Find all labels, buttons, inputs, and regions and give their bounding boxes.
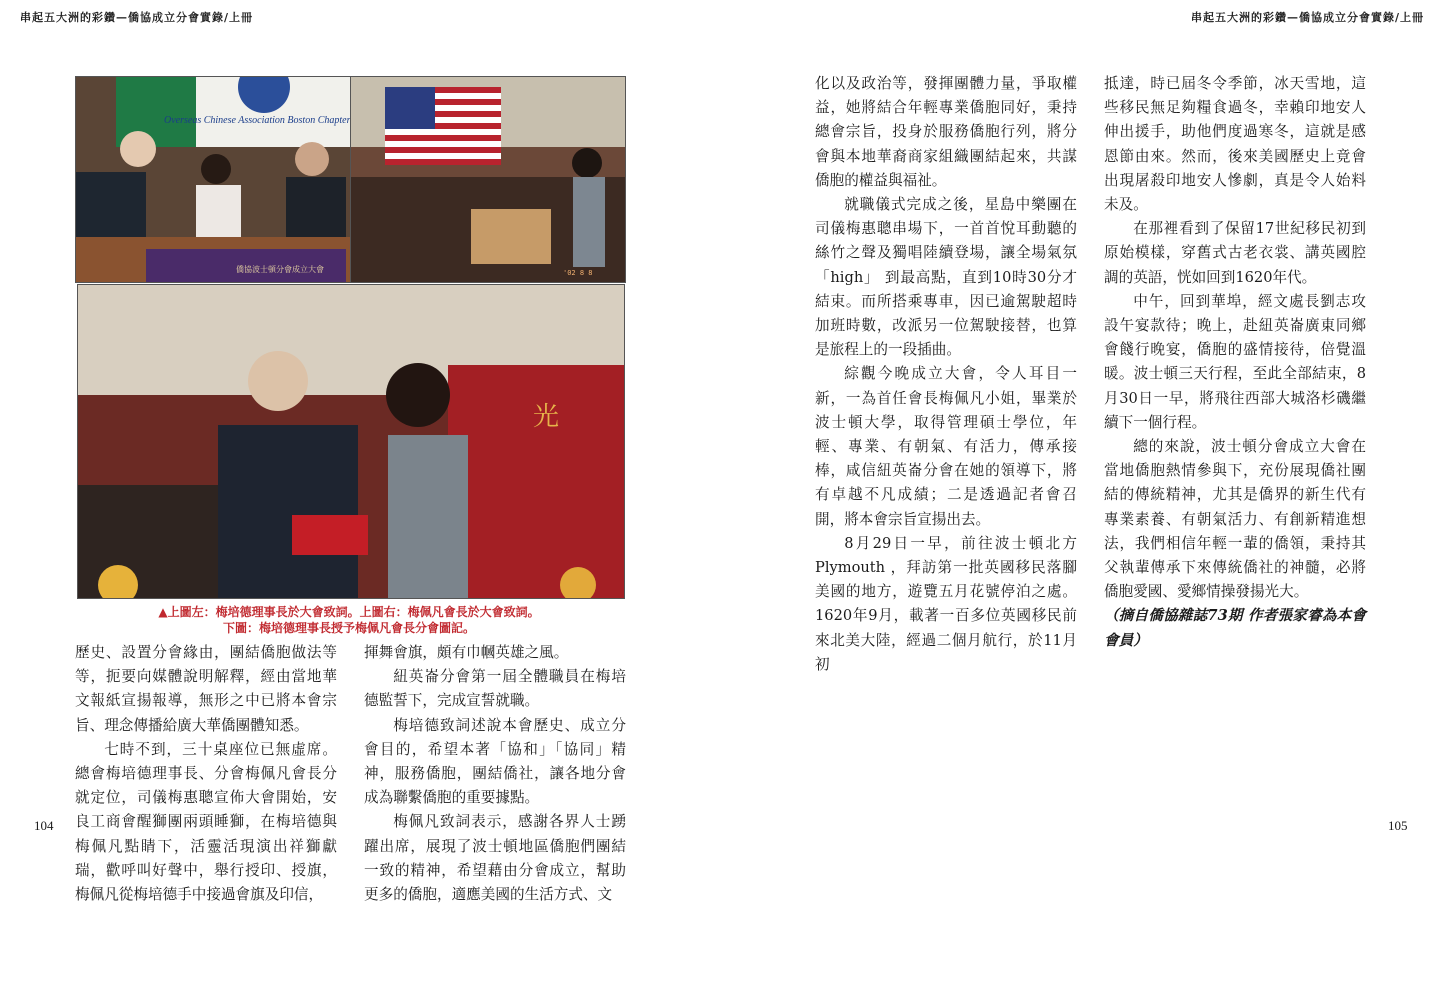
page-number-left: 104	[34, 818, 54, 833]
paragraph: 8月29日一早，前往波士頓北方Plymouth ，拜訪第一批英國移民落腳美國的地方，遊覽五月花號停泊之處。1620年9月，載著一百多位英國移民前來北美大陸，經過二個月航行，於11月初	[815, 534, 1077, 673]
running-head-right: 串起五大洲的彩鑽—僑協成立分會實錄/上冊	[1190, 11, 1424, 24]
paragraph: 揮舞會旗，頗有巾幗英雄之風。	[364, 644, 569, 661]
text-column-4	[1104, 72, 1366, 653]
photo-date-stamp: '02 8 8	[563, 269, 593, 277]
podium-text: 僑協波士頓分會成立大會	[236, 265, 324, 274]
us-flag-icon	[385, 87, 501, 165]
paragraph: 化以及政治等，發揮團體力量，爭取權益，她將結合年輕專業僑胞同好，秉持總會宗旨，投身於服務僑胞行列，將分會與本地華裔商家組織團結起來，共謀僑胞的權益與福祉。	[815, 75, 1077, 189]
paragraph: 梅佩凡致詞表示，感謝各界人士踴躍出席，展現了波士頓地區僑胞們團結一致的精神，希望藉由分會成立，幫助更多的僑胞，適應美國的生活方式、文	[364, 813, 626, 904]
photo-caption	[75, 604, 623, 636]
paragraph: 抵達，時已屆冬令季節，冰天雪地，這些移民無足夠糧食過冬，幸賴印地安人伸出援手，助他們度過寒冬，這就是感恩節由來。然而，後來美國歷史上竟會出現屠殺印地安人慘劇，真是令人始料未及。	[1104, 75, 1366, 214]
caption-line-1: ▲上圖左：梅培德理事長於大會致詞。上圖右：梅佩凡會長於大會致詞。	[158, 605, 540, 619]
page-number-right: 105	[1388, 818, 1408, 833]
source-note: （摘自僑協雜誌73期 作者張家睿為本會會員）	[1104, 607, 1366, 649]
text-column-1	[75, 641, 337, 907]
paragraph: 中午，回到華埠，經文處長劉志攻設午宴款待；晚上，赴紐英崙廣東同鄉會餞行晚宴，僑胞的盛情接待，倍覺溫暖。波士頓三天行程，至此全部結束，8月30日一早，將飛往西部大城洛杉磯繼續下一個行程。	[1104, 292, 1366, 431]
photo-top-left	[75, 76, 351, 283]
text-column-3	[815, 72, 1077, 677]
banner-character: 光	[533, 402, 560, 432]
photo-bottom-image	[78, 285, 624, 598]
photo-top-right-image	[351, 77, 625, 282]
photo-top-left-image	[76, 77, 350, 282]
paragraph: 在那裡看到了保留17世紀移民初到原始模樣，穿舊式古老衣裳、講英國腔調的英語，恍如回到1620年代。	[1104, 220, 1366, 286]
paragraph: 歷史、設置分會緣由，團結僑胞做法等等，扼要向媒體說明解釋，經由當地華文報紙宣揚報導，無形之中已將本會宗旨、理念傳播給廣大華僑團體知悉。	[75, 644, 337, 734]
photo-top-right	[350, 76, 626, 283]
banner-text: Overseas Chinese Association Boston Chapter	[164, 115, 350, 126]
paragraph: 綜觀今晚成立大會，令人耳目一新，一為首任會長梅佩凡小姐，畢業於波士頓大學，取得管理碩士學位，年輕、專業、有朝氣、有活力，傳承接棒，咸信紐英崙分會在她的領導下，將有卓越不凡成績；二是透過記者會召開，將本會宗旨宣揚出去。	[815, 365, 1077, 528]
running-head-left: 串起五大洲的彩鑽—僑協成立分會實錄/上冊	[20, 11, 254, 24]
photo-bottom	[77, 284, 625, 599]
paragraph: 總的來說，波士頓分會成立大會在當地僑胞熱情參與下，充份展現僑社團結的傳統精神，尤其是僑界的新生代有專業素養、有朝氣活力、有創新精進想法，我們相信年輕一輩的僑領，秉持其父執輩傳承下來傳統僑社的神髓，必將僑胞愛國、愛鄉情操發揚光大。	[1104, 438, 1366, 601]
paragraph: 梅培德致詞述說本會歷史、成立分會目的，希望本著「協和」「協同」精神，服務僑胞，團結僑社，讓各地分會成為聯繫僑胞的重要據點。	[364, 716, 626, 807]
paragraph: 紐英崙分會第一屆全體職員在梅培德監誓下，完成宣誓就職。	[364, 668, 626, 710]
text-column-2	[364, 641, 626, 907]
paragraph: 七時不到，三十桌座位已無虛席。總會梅培德理事長、分會梅佩凡會長分就定位，司儀梅惠聰宣佈大會開始，安良工商會醒獅團兩頭睡獅，在梅培德與梅佩凡點睛下，活靈活現演出祥獅獻瑞，歡呼叫好聲中，舉行授印、授旗，梅佩凡從梅培德手中接過會旗及印信，	[75, 740, 337, 904]
paragraph: 就職儀式完成之後，星島中樂團在司儀梅惠聰串場下，一首首悅耳動聽的絲竹之聲及獨唱陸續登場，讓全場氣氛「high」 到最高點，直到10時30分才結束。而所搭乘專車，因已逾駕駛超時加班時數，改派另一位駕駛接替，也算是旅程上的一段插曲。	[815, 196, 1077, 359]
caption-line-2: 下圖：梅培德理事長授予梅佩凡會長分會圖記。	[222, 621, 475, 635]
